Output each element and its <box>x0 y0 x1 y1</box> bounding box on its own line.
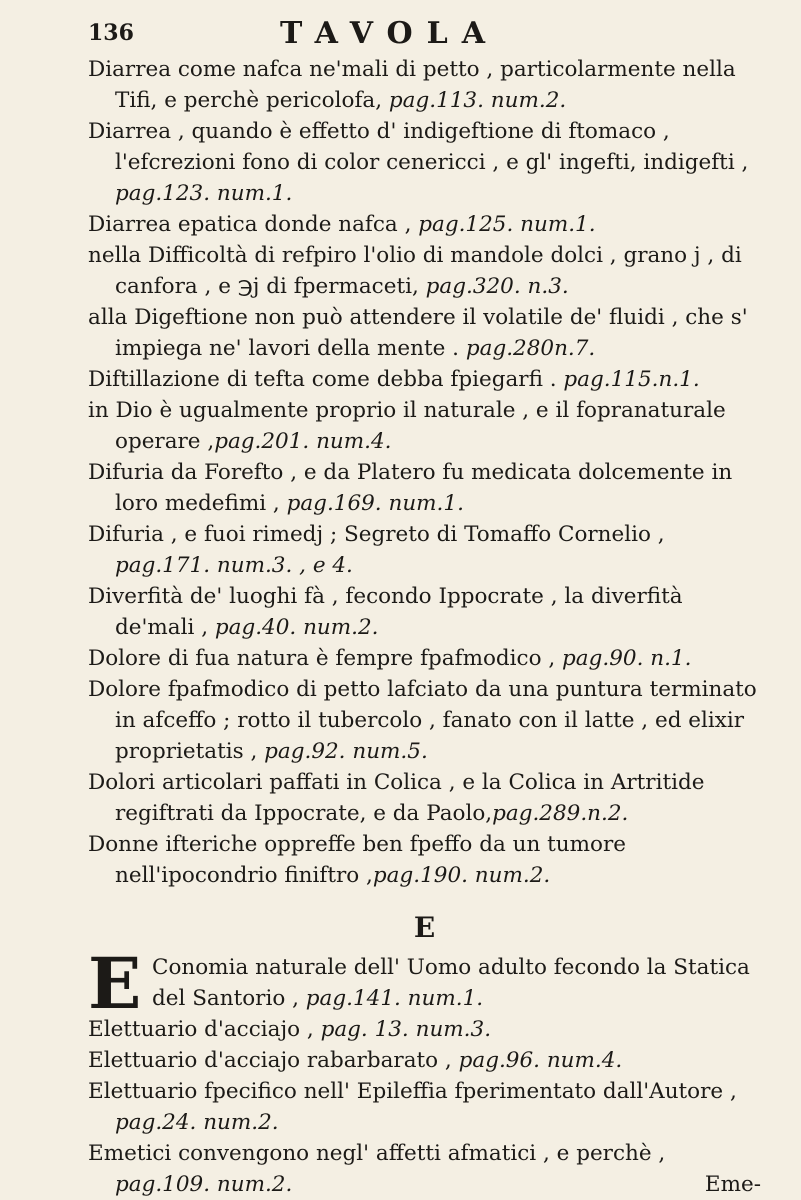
entry-text: Elettuario fpecifico nell' Epileffia fperimentato dall'Autore , <box>88 1079 737 1104</box>
entry-text: Diarrea come nafca ne'mali di petto , particolarmente nella Tifi, e perchè pericolofa, <box>88 57 736 113</box>
entry-reference: pag.40. num.2. <box>214 615 379 640</box>
entry-text: Diverfità de' luoghi fà , fecondo Ippocrate , la diverfità de'mali , <box>88 584 683 640</box>
index-entry <box>88 1045 761 1076</box>
catchword: Eme- <box>704 1172 761 1197</box>
entry-text: in Dio è ugualmente proprio il naturale , e il fopranaturale operare , <box>88 398 726 454</box>
index-entry <box>88 54 761 116</box>
entry-text: Elettuario d'acciajo rabarbarato , <box>88 1048 459 1073</box>
index-entry <box>88 674 761 767</box>
index-entry <box>88 581 761 643</box>
index-entry <box>88 1014 761 1045</box>
entry-text: Dolore fpafmodico di petto lafciato da una puntura terminato in afceffo ; rotto il tubercolo , fanato con il latte , ed elixir proprietatis , <box>88 677 757 764</box>
entry-reference: pag.289.n.2. <box>492 801 629 826</box>
index-entry <box>88 364 761 395</box>
page-number: 136 <box>88 20 134 46</box>
entries-section-d <box>88 54 761 891</box>
index-entry <box>88 643 761 674</box>
entry-text: Emetici convengono negl' affetti afmatici , e perchè , <box>88 1141 666 1166</box>
entry-reference: pag.96. num.4. <box>458 1048 623 1073</box>
entries-section-e <box>88 1014 761 1169</box>
index-entry <box>88 1138 761 1169</box>
index-entry <box>88 116 761 209</box>
index-entry <box>88 302 761 364</box>
index-entry <box>88 240 761 302</box>
entry-text: Dolore di fua natura è fempre fpafmodico , <box>88 646 563 671</box>
entry-reference: pag.169. num.1. <box>286 491 464 516</box>
final-line <box>88 1169 761 1200</box>
entry-reference: pag.201. num.4. <box>214 429 392 454</box>
entry-text: Dolori articolari paffati in Colica , e la Colica in Artritide regiftrati da Ippocrate, e da Paolo, <box>88 770 705 826</box>
index-entry <box>88 209 761 240</box>
entry-reference: pag.280n.7. <box>465 336 596 361</box>
index-entry <box>88 767 761 829</box>
entry-reference: pag.171. num.3. , e 4. <box>115 553 353 578</box>
entry-text: Donne ifteriche oppreffe ben fpeffo da un tumore nell'ipocondrio finiftro , <box>88 832 626 888</box>
index-entry <box>88 395 761 457</box>
entry-reference: pag.125. num.1. <box>418 212 596 237</box>
index-entry <box>88 829 761 891</box>
index-entry <box>88 1076 761 1138</box>
drop-cap: E <box>88 942 142 1025</box>
entry-reference: pag.92. num.5. <box>264 739 428 764</box>
entry-reference: pag.113. num.2. <box>388 88 567 113</box>
entry-reference: pag.115.n.1. <box>563 367 700 392</box>
entry-reference: pag.123. num.1. <box>115 181 293 206</box>
index-entry <box>88 457 761 519</box>
section-letter: E <box>413 911 436 944</box>
entry-text: Difuria , e fuoi rimedj ; Segreto di Tomaffo Cornelio , <box>88 522 665 547</box>
entry-text: alla Digeftione non può attendere il volatile de' fluidi , che s' impiega ne' lavori della mente . <box>88 305 748 361</box>
entry-reference: pag. 13. num.3. <box>320 1017 492 1042</box>
entry-text: Diarrea , quando è effetto d' indigeftione di ftomaco , l'efcrezioni fono di color cenericci , e gl' ingefti, indigefti , <box>88 119 749 175</box>
entry-reference: pag.109. num.2. <box>115 1172 293 1197</box>
entry-text: Diarrea epatica donde nafca , <box>88 212 419 237</box>
entry-text: Conomia naturale dell' Uomo adulto fecondo la Statica del Santorio , <box>152 955 750 1011</box>
entry-text: Difuria da Forefto , e da Platero fu medicata dolcemente in loro medefimi , <box>88 460 733 516</box>
entry-reference: pag.24. num.2. <box>115 1110 279 1135</box>
page-header <box>88 14 761 54</box>
entry-reference: pag.141. num.1. <box>305 986 484 1011</box>
dropcap-entry <box>88 942 761 1025</box>
entry-text: Diftillazione di tefta come debba fpiegarfi . <box>88 367 564 392</box>
entry-text: Elettuario d'acciajo , <box>88 1017 321 1042</box>
entry-reference: pag.90. n.1. <box>562 646 692 671</box>
entry-reference: pag.320. n.3. <box>425 274 569 299</box>
entry-text: nella Difficoltà di refpiro l'olio di mandole dolci , grano j , di canfora , e ℈j di fpermaceti, <box>88 243 742 299</box>
running-title: TAVOLA <box>280 16 500 51</box>
entry-reference: pag.190. num.2. <box>372 863 551 888</box>
index-entry <box>88 519 761 581</box>
